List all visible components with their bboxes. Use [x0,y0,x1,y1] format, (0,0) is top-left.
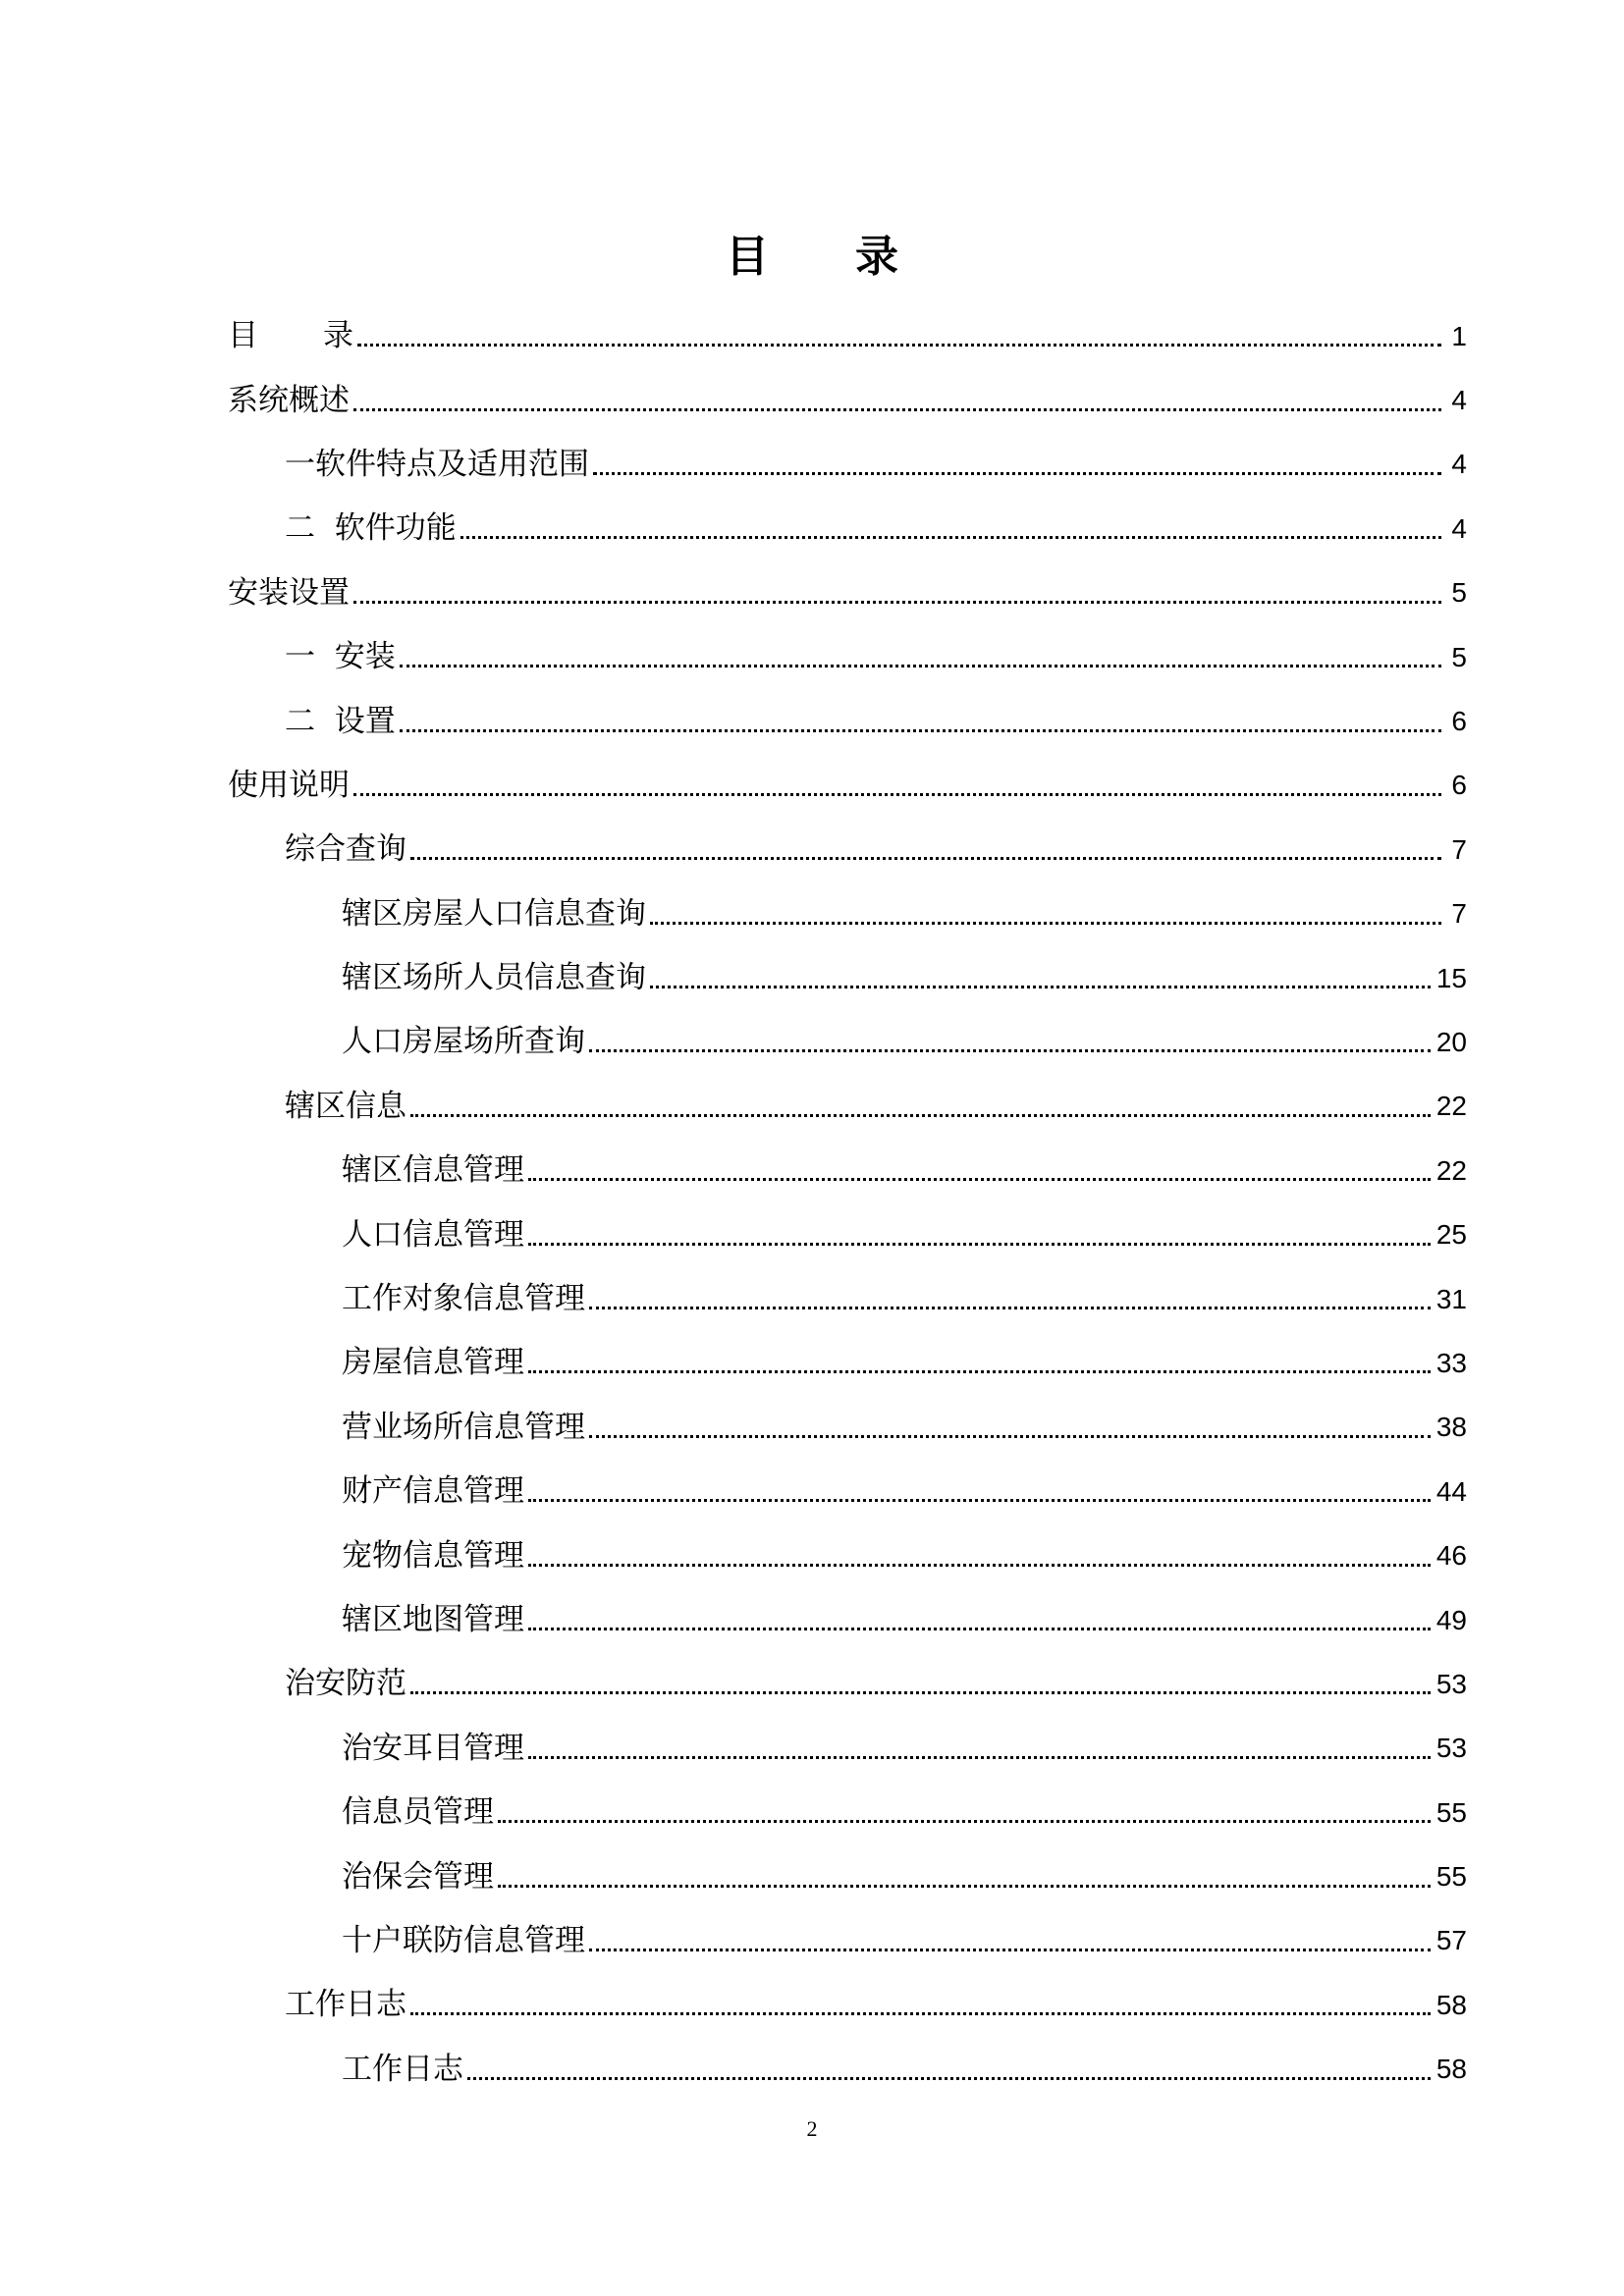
toc-entry-informant-management[interactable] [228,1717,1467,1781]
toc-entry-label: 工作日志 [342,2051,463,2087]
toc-entry-label: 十户联防信息管理 [342,1922,585,1958]
toc-entry-install-setup[interactable] [228,561,1467,625]
toc-entry-page: 57 [1435,1925,1467,1956]
toc-leader-dots [528,1628,1431,1630]
toc-entry-housing-population-query[interactable] [228,882,1467,946]
toc-entry-page: 20 [1435,1026,1467,1057]
toc-entry-security-committee-management[interactable] [228,1844,1467,1908]
toc-entry-label: 目 录 [228,318,353,354]
page-title-char-2: 录 [855,232,898,282]
toc-entry-label: 人口信息管理 [342,1216,524,1253]
toc-entry-page: 5 [1451,641,1467,672]
toc-leader-dots [353,601,1441,604]
toc-entry-label: 二 软件功能 [285,510,457,547]
toc-entry-pet-info-management[interactable] [228,1523,1467,1587]
page-title [0,221,1624,284]
toc-entry-page: 25 [1435,1219,1467,1251]
toc-leader-dots [353,793,1441,796]
toc-entry-label: 辖区场所人员信息查询 [342,960,646,996]
toc-entry-district-info[interactable] [228,1075,1467,1139]
toc-entry-page: 46 [1435,1540,1467,1572]
toc-entry-page: 4 [1451,449,1467,480]
toc-entry-label: 财产信息管理 [342,1473,524,1510]
toc-entry-label: 宠物信息管理 [342,1537,524,1574]
toc-entry-page: 22 [1435,1091,1467,1122]
toc-entry-page: 49 [1435,1604,1467,1635]
toc-entry-district-map-management[interactable] [228,1588,1467,1652]
toc-entry-work-log-section[interactable] [228,1973,1467,2037]
toc-entry-district-info-management[interactable] [228,1139,1467,1202]
toc-entry-property-info-management[interactable] [228,1460,1467,1523]
toc-leader-dots [528,1564,1431,1567]
toc-entry-label: 综合查询 [285,831,406,868]
toc-leader-dots [353,408,1441,411]
toc-entry-label: 工作对象信息管理 [342,1281,585,1317]
toc-entry-settings[interactable] [228,689,1467,753]
toc-entry-page: 33 [1435,1347,1467,1378]
toc-entry-work-target-info-management[interactable] [228,1267,1467,1331]
toc-entry-page: 22 [1435,1154,1467,1186]
toc-entry-label: 辖区信息管理 [342,1152,524,1189]
table-of-contents [228,304,1467,2102]
toc-leader-dots [589,1435,1431,1438]
toc-entry-business-venue-info-management[interactable] [228,1396,1467,1460]
toc-entry-system-overview[interactable] [228,368,1467,432]
toc-leader-dots [528,1243,1431,1246]
toc-entry-page: 55 [1435,1796,1467,1828]
toc-leader-dots [498,1820,1431,1823]
toc-entry-combined-query[interactable] [228,818,1467,881]
toc-entry-page: 58 [1435,1989,1467,2020]
toc-entry-label: 安装设置 [228,574,350,611]
toc-leader-dots [400,729,1441,732]
toc-entry-label: 治安耳目管理 [342,1730,524,1766]
toc-entry-label: 系统概述 [228,382,350,418]
toc-entry-label: 使用说明 [228,767,350,803]
page-number: 2 [806,2116,818,2141]
toc-entry-features-scope[interactable] [228,433,1467,497]
toc-entry-population-housing-venue-query[interactable] [228,1010,1467,1074]
toc-entry-page: 7 [1451,898,1467,930]
toc-leader-dots [650,922,1441,925]
toc-leader-dots [357,344,1441,347]
toc-entry-software-functions[interactable] [228,497,1467,561]
toc-entry-contents[interactable] [228,304,1467,368]
toc-entry-page: 5 [1451,577,1467,609]
toc-entry-label: 治安防范 [285,1666,406,1702]
toc-entry-page: 4 [1451,385,1467,416]
toc-leader-dots [410,1114,1431,1117]
toc-entry-public-security[interactable] [228,1652,1467,1716]
toc-leader-dots [589,1307,1431,1309]
toc-entry-housing-info-management[interactable] [228,1331,1467,1395]
toc-leader-dots [410,857,1441,860]
toc-entry-page: 38 [1435,1412,1467,1443]
toc-entry-page: 6 [1451,770,1467,801]
toc-entry-page: 1 [1451,320,1467,351]
toc-entry-page: 6 [1451,706,1467,737]
toc-entry-page: 7 [1451,833,1467,865]
toc-entry-label: 人口房屋场所查询 [342,1024,585,1060]
toc-leader-dots [528,1370,1431,1373]
toc-entry-install[interactable] [228,625,1467,689]
toc-leader-dots [400,665,1441,667]
toc-entry-page: 55 [1435,1861,1467,1893]
toc-leader-dots [528,1499,1431,1502]
toc-leader-dots [410,1691,1431,1694]
toc-entry-page: 53 [1435,1733,1467,1764]
toc-entry-label: 信息员管理 [342,1794,494,1831]
toc-entry-label: 辖区地图管理 [342,1602,524,1637]
toc-leader-dots [410,2012,1431,2015]
toc-entry-page: 15 [1435,962,1467,993]
toc-entry-label: 二 设置 [285,703,396,739]
page-title-char-1: 目 [726,232,769,282]
toc-entry-info-officer-management[interactable] [228,1781,1467,1844]
toc-leader-dots [593,472,1441,475]
toc-entry-page: 53 [1435,1668,1467,1699]
toc-entry-population-info-management[interactable] [228,1202,1467,1266]
toc-entry-usage[interactable] [228,754,1467,818]
toc-leader-dots [467,2077,1431,2080]
toc-leader-dots [460,536,1441,539]
toc-entry-label: 营业场所信息管理 [342,1409,585,1445]
toc-entry-page: 31 [1435,1283,1467,1314]
toc-entry-label: 治保会管理 [342,1858,494,1895]
toc-entry-label: 工作日志 [285,1987,406,2023]
toc-entry-label: 一软件特点及适用范围 [285,446,589,482]
toc-leader-dots [528,1756,1431,1759]
toc-leader-dots [650,986,1431,988]
toc-leader-dots [528,1178,1431,1181]
toc-entry-ten-household-defense-management[interactable] [228,1909,1467,1973]
toc-leader-dots [589,1049,1431,1052]
toc-entry-label: 一 安装 [285,639,396,675]
toc-entry-venue-personnel-query[interactable] [228,946,1467,1010]
toc-leader-dots [589,1949,1431,1951]
toc-entry-page: 4 [1451,512,1467,544]
toc-entry-page: 58 [1435,2054,1467,2085]
toc-entry-page: 44 [1435,1475,1467,1507]
toc-entry-label: 辖区信息 [285,1088,406,1124]
toc-entry-label: 房屋信息管理 [342,1345,524,1381]
toc-leader-dots [498,1885,1431,1888]
toc-entry-work-log[interactable] [228,2038,1467,2102]
toc-entry-label: 辖区房屋人口信息查询 [342,895,646,932]
